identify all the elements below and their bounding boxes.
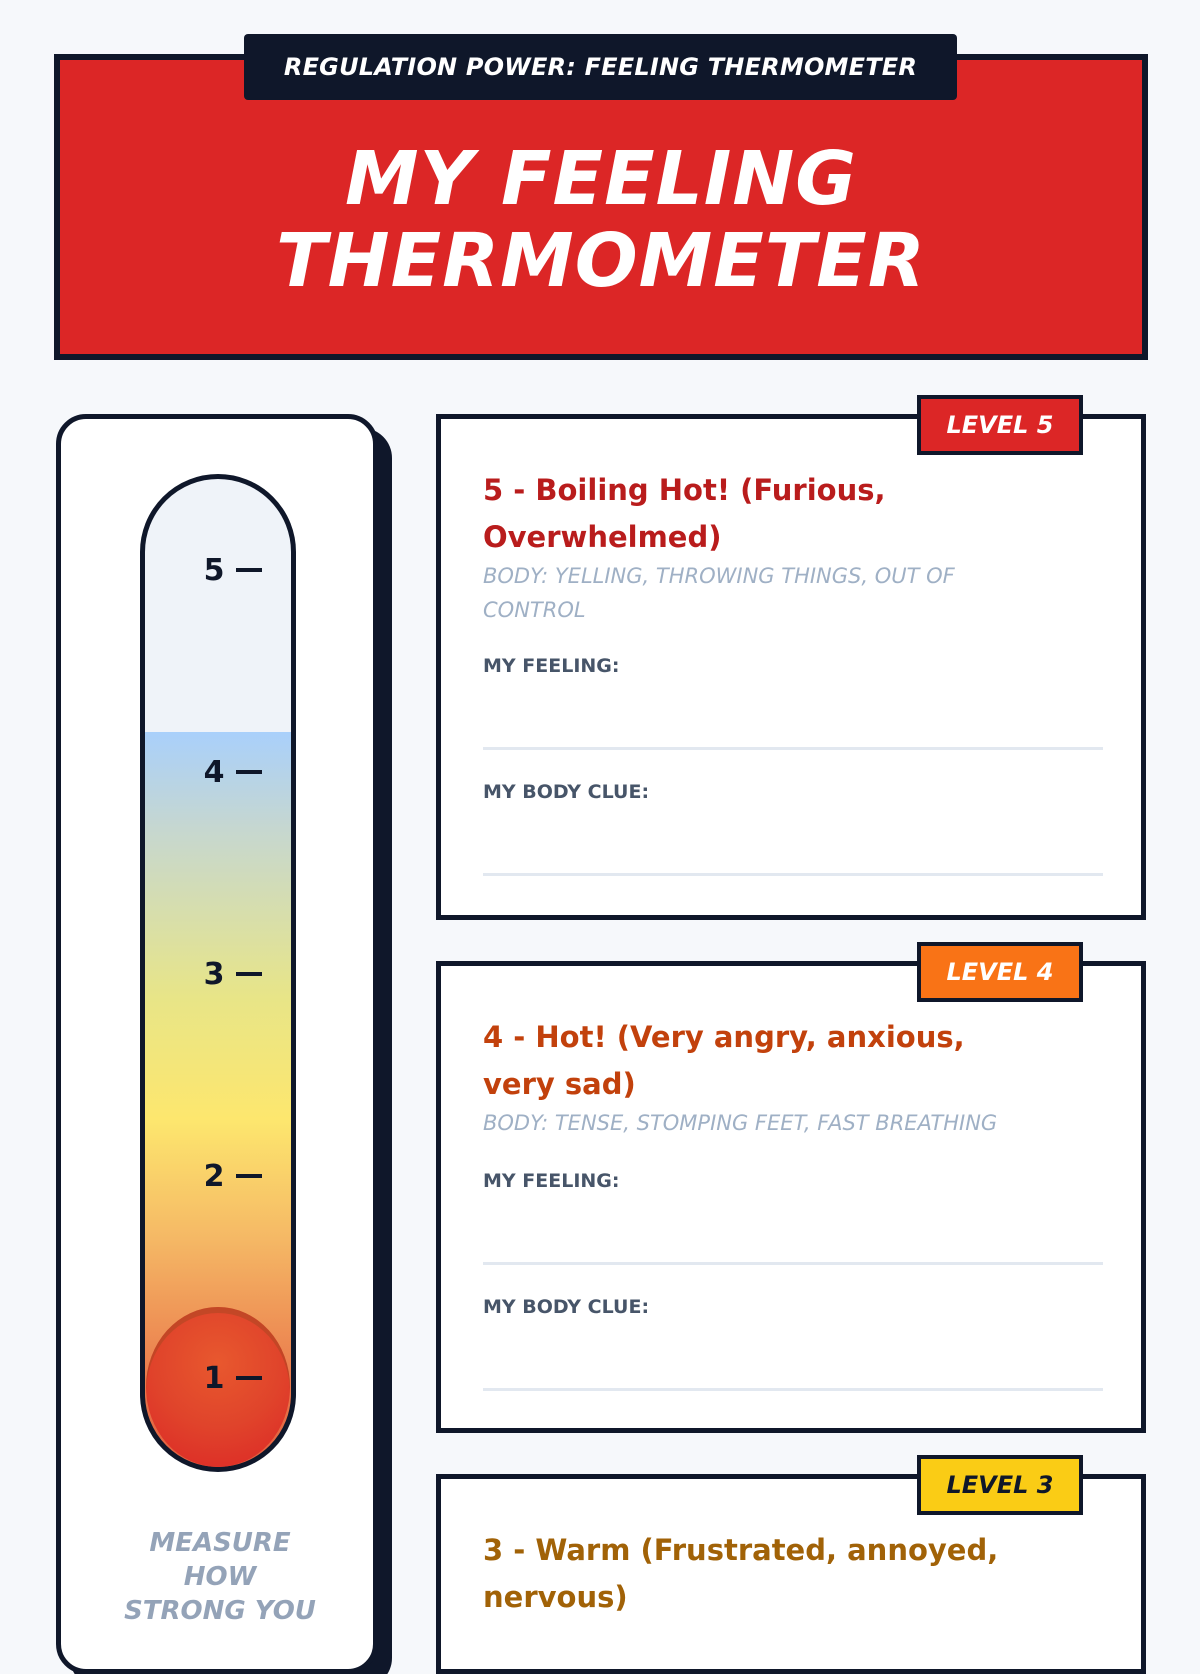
my-body-clue-label: MY BODY CLUE: — [483, 1296, 650, 1318]
tick-mark — [236, 1376, 262, 1380]
tick-mark — [236, 770, 262, 774]
my-body-clue-line[interactable] — [483, 1388, 1103, 1391]
tick-label: 2 — [203, 1158, 225, 1194]
tick-2 — [202, 1156, 282, 1196]
level-4-title: 4 - Hot! (Very angry, anxious, very sad) — [483, 1020, 965, 1101]
level-4-body: BODY: TENSE, STOMPING FEET, FAST BREATHING — [483, 1111, 998, 1135]
tick-mark — [236, 568, 262, 572]
tick-label: 3 — [203, 956, 225, 992]
my-feeling-line[interactable] — [483, 747, 1103, 750]
page-title-line-2: THERMOMETER — [276, 218, 926, 304]
tick-label: 1 — [203, 1360, 225, 1396]
tick-label: 4 — [203, 754, 225, 790]
tick-5 — [202, 550, 282, 590]
level-4-card — [436, 958, 1146, 1433]
my-feeling-label: MY FEELING: — [483, 655, 620, 677]
level-5-body: BODY: YELLING, THROWING THINGS, OUT OF CONTROL — [483, 564, 955, 622]
tick-1 — [202, 1358, 282, 1398]
level-3-tag: LEVEL 3 — [917, 1455, 1083, 1515]
tick-mark — [236, 1174, 262, 1178]
level-5-tag: LEVEL 5 — [917, 395, 1083, 455]
tick-mark — [236, 972, 262, 976]
my-feeling-label: MY FEELING: — [483, 1170, 620, 1192]
my-body-clue-line[interactable] — [483, 873, 1103, 876]
tick-4 — [202, 752, 282, 792]
level-5-title: 5 - Boiling Hot! (Furious, Overwhelmed) — [483, 473, 886, 554]
thermometer-caption: MEASURE HOW STRONG YOU — [124, 1528, 316, 1626]
level-3-title: 3 - Warm (Frustrated, annoyed, nervous) — [483, 1533, 999, 1614]
tick-label: 5 — [203, 552, 225, 588]
page-title-line-1: MY FEELING — [345, 136, 857, 222]
my-feeling-line[interactable] — [483, 1262, 1103, 1265]
level-5-card — [436, 411, 1146, 920]
header-badge: REGULATION POWER: FEELING THERMOMETER — [244, 34, 957, 100]
my-body-clue-label: MY BODY CLUE: — [483, 781, 650, 803]
page-title — [54, 138, 1148, 302]
level-4-tag: LEVEL 4 — [917, 942, 1083, 1002]
level-3-card — [436, 1471, 1146, 1674]
tick-3 — [202, 954, 282, 994]
